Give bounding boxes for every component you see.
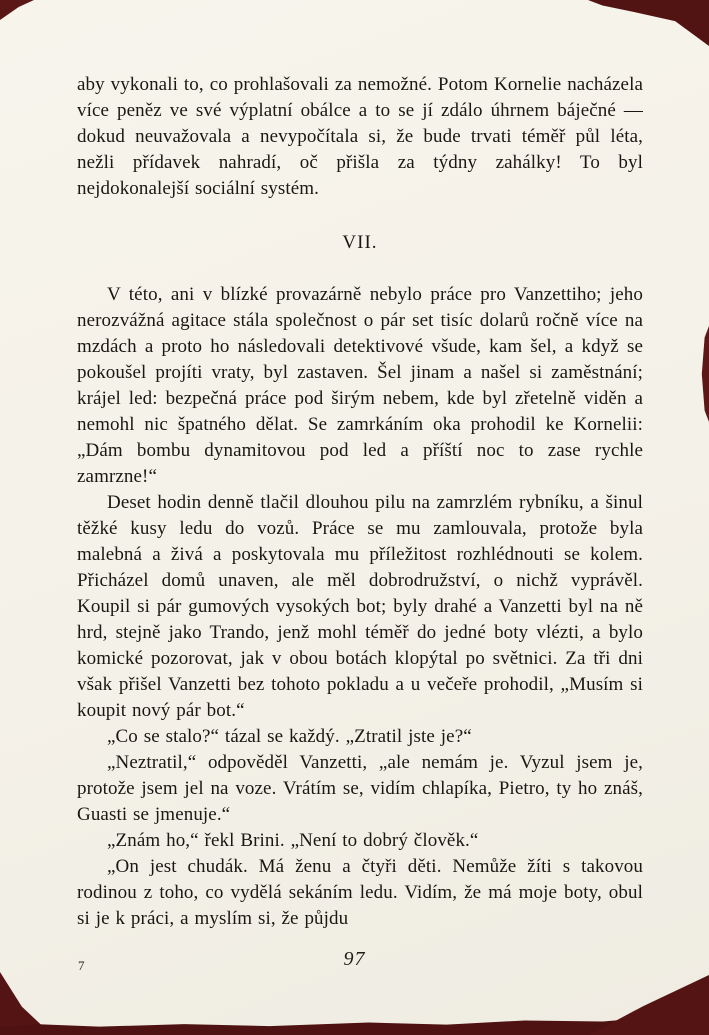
footer-page-number: 97	[343, 948, 366, 970]
footer-signature-mark: 7	[78, 958, 85, 973]
scan-artifact-top-left	[0, 0, 34, 20]
paragraph: „Co se stalo?“ tázal se každý. „Ztratil jste je?“	[107, 726, 472, 747]
paragraph: aby vykonali to, co prohlašovali za nemožné. Potom Kornelie nacházela více peněz ve své výplatní obálce a to se jí zdálo úhrnem báječné — dokud neuvažovala a nevypočítala si, že bude trvati téměř půl léta, nežli přídavek nahradí, oč přišla za týdny zahálky! To byl nejdokonalejší sociální systém.	[77, 74, 643, 199]
paragraph: „On jest chudák. Má ženu a čtyři děti. Nemůže žíti s takovou rodinou z toho, co vydělá sekáním ledu. Vidím, že má moje boty, obul si je k práci, a myslím si, že půjdu	[77, 856, 643, 929]
paragraph: „Neztratil,“ odpověděl Vanzetti, „ale nemám je. Vyzul jsem je, protože jsem jel na voze. Vrátím se, vidím chlapíka, Pietro, ty ho znáš, Guasti se jmenuje.“	[77, 752, 643, 825]
paragraph: „Znám ho,“ řekl Brini. „Není to dobrý člověk.“	[107, 830, 479, 851]
page-footer	[0, 948, 709, 978]
scan-artifact-bottom-right	[589, 975, 709, 1035]
scan-artifact-top-right	[588, 0, 709, 46]
page-text	[77, 72, 643, 932]
paragraph: V této, ani v blízké provazárně nebylo práce pro Vanzettiho; jeho nerozvážná agitace stála společnost o pár set tisíc dolarů ročně více na mzdách a proto ho následovali detektivové všude, kam šel, a když se pokoušel projíti vraty, byl zastaven. Šel jinam a našel si zaměstnání; krájel led: bezpečná práce pod širým nebem, kde byl zřetelně viděn a nemohl nic špatného dělat. Se zamrkáním oka prohodil ke Kornelii: „Dám bombu dynamitovou pod led a příští noc to zase rychle zamrzne!“	[77, 284, 643, 487]
section-heading: VII.	[342, 232, 378, 253]
paragraph: Deset hodin denně tlačil dlouhou pilu na zamrzlém rybníku, a šinul těžké kusy ledu do vozů. Práce se mu zamlouvala, protože byla malebná a živá a poskytovala mu příležitost rozhlédnouti se kolem. Přicházel domů unaven, ale měl dobrodružství, o nichž vyprávěl. Koupil si pár gumových vysokých bot; byly drahé a Vanzetti byl na ně hrd, stejně jako Trando, jenž mohl téměř do jedné boty vlézti, a bylo komické pozorovat, jak v obou botách klopýtal po světnici. Za tři dni však přišel Vanzetti bez tohoto pokladu a u večeře prohodil, „Musím si koupit nový pár bot.“	[77, 492, 643, 721]
scan-artifact-right-edge	[701, 326, 709, 422]
